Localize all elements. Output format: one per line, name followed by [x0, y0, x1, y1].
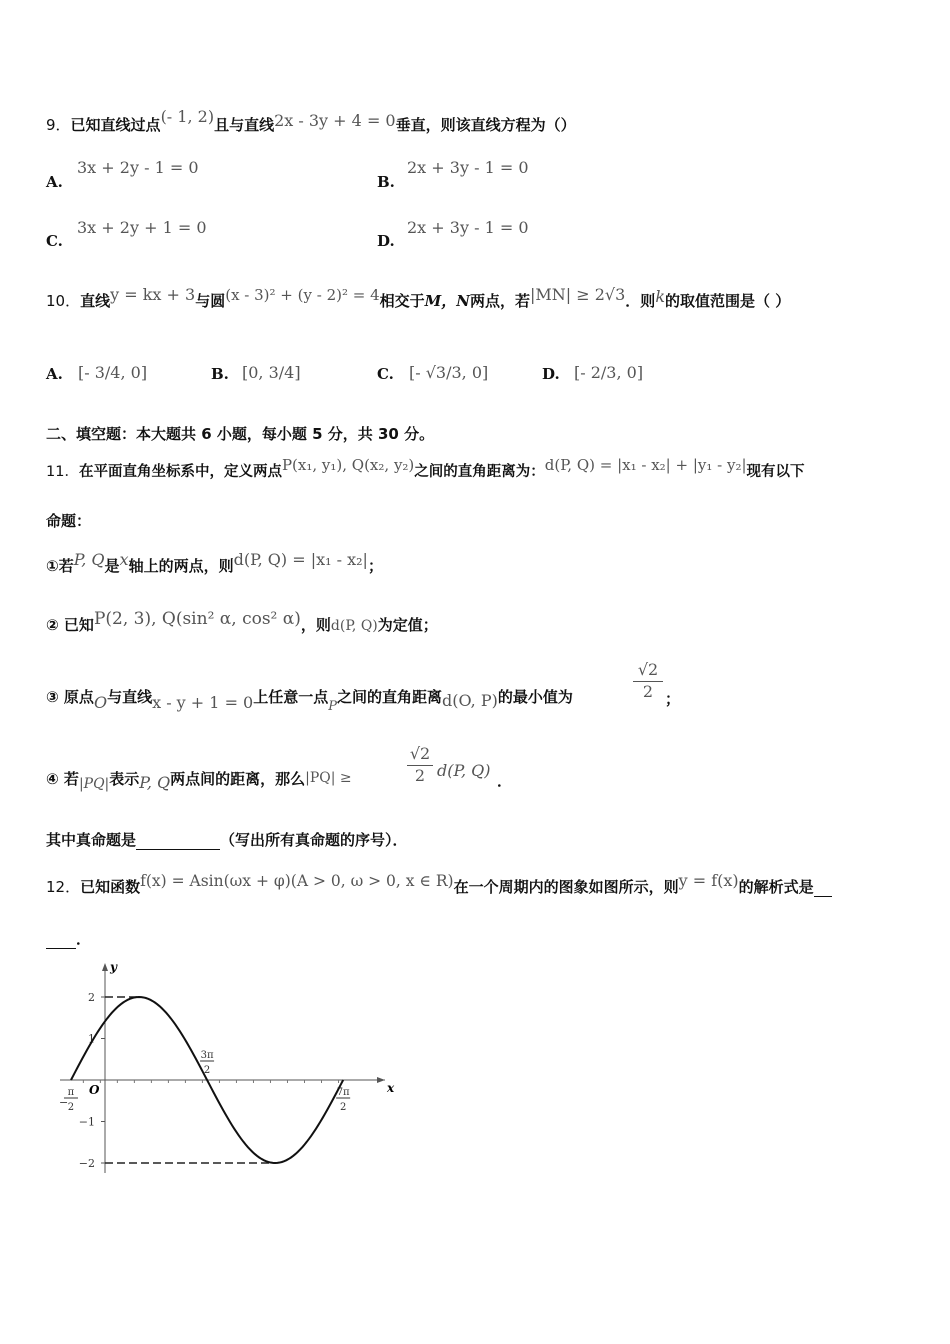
q12-answer-blank-part2[interactable]: [46, 930, 76, 949]
q10-circle: (x - 3)² + (y - 2)² = 4: [225, 286, 380, 304]
q11-number: 11．: [46, 464, 79, 480]
q9-option-b: 2x + 3y - 1 = 0: [407, 158, 529, 177]
q11-p3-fraction: [633, 660, 663, 701]
q12-text3: 的解析式是: [738, 878, 814, 896]
y-tick-label: −1: [78, 1115, 95, 1129]
x-tick-neg: −: [58, 1096, 69, 1109]
q11-prop4: [46, 768, 352, 792]
q9-point: (- 1, 2): [160, 107, 215, 126]
q12-text2: 在一个周期内的图象如图所示，则: [453, 878, 679, 896]
q12-text4: ．: [76, 930, 92, 948]
q11-p3-line: x - y + 1 = 0: [152, 693, 254, 712]
y-tick-label: 2: [88, 991, 95, 1004]
q11-stem: [46, 456, 805, 481]
q10-option-b: [0, 3/4]: [242, 363, 301, 382]
q9-stem: [46, 107, 576, 135]
q11-end-b: （写出所有真命题的序号）．: [220, 831, 408, 849]
q10-text1: 直线: [80, 292, 111, 310]
q11-prop2: [46, 609, 438, 635]
q11-p1-a: ①若: [46, 557, 74, 575]
q9-number: 9．: [46, 116, 71, 134]
q11-p4-pq: |PQ|: [78, 776, 110, 792]
q11-def: d(P, Q) = |x₁ - x₂| + |y₁ - y₂|: [544, 456, 747, 474]
q12-yfx: y = f(x): [678, 871, 739, 890]
q11-p2-math: P(2, 3), Q(sin² α, cos² α): [93, 609, 301, 629]
q12-stem: [46, 871, 832, 897]
q11-p3-den: 2: [642, 682, 654, 701]
q12-text1: 已知函数: [80, 878, 141, 896]
q11-text3: 现有以下: [746, 464, 805, 480]
q11-p2-d: d(P, Q): [330, 618, 378, 634]
q11-p4-fraction: [407, 744, 433, 785]
x-tick-den: 2: [203, 1065, 211, 1076]
q12-number: 12．: [46, 878, 81, 896]
q10-text4: 两点，若: [469, 292, 530, 310]
q10-text3: 相交于: [379, 292, 425, 310]
q11-p3-c: 上任意一点: [253, 688, 329, 706]
q11-answer-blank[interactable]: [136, 831, 220, 850]
q12-answer-blank-part1[interactable]: [814, 878, 832, 897]
q10-text6: 的取值范围是（ ）: [665, 292, 791, 310]
q10-cond: |MN| ≥ 2√3: [530, 285, 626, 304]
q10-stem: [46, 285, 791, 311]
q11-p4-rhs: d(P, Q): [437, 761, 491, 780]
q9-option-c-label: C.: [46, 232, 63, 250]
q10-option-d-label: D.: [542, 365, 560, 383]
q9-option-c: 3x + 2y + 1 = 0: [77, 218, 207, 237]
q9-text2: 且与直线: [214, 116, 275, 134]
q11-p4-c: 两点间的距离，那么: [170, 770, 306, 788]
q10-text5: ．则: [625, 292, 656, 310]
q11-p1-x: x: [119, 550, 129, 569]
q9-text3: 垂直，则该直线方程为（）: [395, 116, 576, 134]
q11-p3-dop: d(O, P): [442, 691, 498, 710]
q10-option-b-label: B.: [211, 365, 229, 383]
q11-p1-c: 轴上的两点，则: [128, 557, 234, 575]
q9-option-d: 2x + 3y - 1 = 0: [407, 218, 529, 237]
q11-p3-b: 与直线: [107, 688, 153, 706]
x-axis-label: x: [387, 1081, 395, 1095]
q10-option-d: [- 2/3, 0]: [574, 363, 644, 382]
q11-p4-pq2: P, Q: [139, 773, 171, 792]
q11-p3-num: √2: [633, 660, 663, 682]
x-tick-den: 2: [67, 1102, 75, 1113]
q11-p2-b: ，则: [300, 616, 331, 634]
q12-end: [46, 928, 91, 949]
x-tick-den: 2: [339, 1102, 347, 1113]
origin-label: O: [89, 1083, 100, 1097]
q11-points: P(x₁, y₁), Q(x₂, y₂): [281, 456, 415, 474]
q11-p3-p: P: [328, 699, 337, 714]
q12-func: f(x) = Asin(ωx + φ)(A > 0, ω > 0, x ∈ R): [140, 872, 454, 890]
q10-text2: 与圆: [195, 292, 226, 310]
q10-number: 10．: [46, 292, 81, 310]
x-tick-num: π: [67, 1087, 75, 1098]
q11-text1: 在平面直角坐标系中，定义两点: [78, 464, 282, 480]
q11-p4-den: 2: [414, 766, 426, 785]
q9-option-b-label: B.: [377, 173, 395, 191]
q11-p4-num: √2: [407, 744, 433, 766]
q11-p4-d: ．: [497, 772, 513, 790]
x-tick-num: 7π: [336, 1087, 350, 1098]
q11-p1-d: ；: [367, 557, 383, 575]
q10-k: k: [655, 287, 666, 306]
q9-option-d-label: D.: [377, 232, 395, 250]
section-heading: 二、填空题：本大题共 6 小题，每小题 5 分，共 30 分。: [46, 425, 435, 443]
q11-p3-d: 之间的直角距离: [337, 688, 443, 706]
q11-end: [46, 829, 408, 850]
q11-p4-b: 表示: [109, 770, 140, 788]
q11-p3-a: ③ 原点: [46, 688, 94, 706]
q11-p3-e: 的最小值为: [497, 688, 573, 706]
q11-p4-a: ④ 若: [46, 770, 79, 788]
y-tick-label: 1: [88, 1032, 95, 1046]
q9-text1: 已知直线过点: [70, 116, 161, 134]
sine-graph: [50, 955, 410, 1185]
q11-end-a: 其中真命题是: [46, 831, 137, 849]
q11-prop3: [46, 686, 573, 714]
q10-mn: M，N: [424, 292, 470, 310]
q11-p3-f: ；: [665, 690, 681, 708]
q11-text4: 命题：: [46, 512, 92, 530]
q11-prop1: [46, 550, 383, 576]
q11-p3-o: O: [93, 693, 108, 712]
q10-line: y = kx + 3: [110, 285, 196, 304]
q11-p1-pq: P, Q: [73, 550, 105, 569]
q10-option-c-label: C.: [377, 365, 394, 383]
q10-option-c: [- √3/3, 0]: [409, 363, 489, 382]
y-axis-arrow: [102, 963, 108, 971]
q11-p4-lhs: |PQ| ≥: [305, 770, 352, 786]
q11-p1-math: d(P, Q) = |x₁ - x₂|: [233, 550, 368, 569]
y-axis-label: y: [110, 960, 117, 974]
q9-option-a-label: A.: [46, 173, 63, 191]
x-tick-num: 3π: [200, 1050, 214, 1061]
q11-text2: 之间的直角距离为：: [414, 464, 545, 480]
q9-line: 2x - 3y + 4 = 0: [274, 111, 396, 130]
q10-option-a: [- 3/4, 0]: [78, 363, 148, 382]
y-tick-label: −2: [78, 1157, 95, 1170]
q11-p2-c: 为定值；: [377, 616, 438, 634]
q11-p2-a: ② 已知: [46, 616, 94, 634]
x-axis-arrow: [377, 1077, 385, 1083]
q11-p1-b: 是: [104, 557, 120, 575]
q9-option-a: 3x + 2y - 1 = 0: [77, 158, 199, 177]
q10-option-a-label: A.: [46, 365, 63, 383]
